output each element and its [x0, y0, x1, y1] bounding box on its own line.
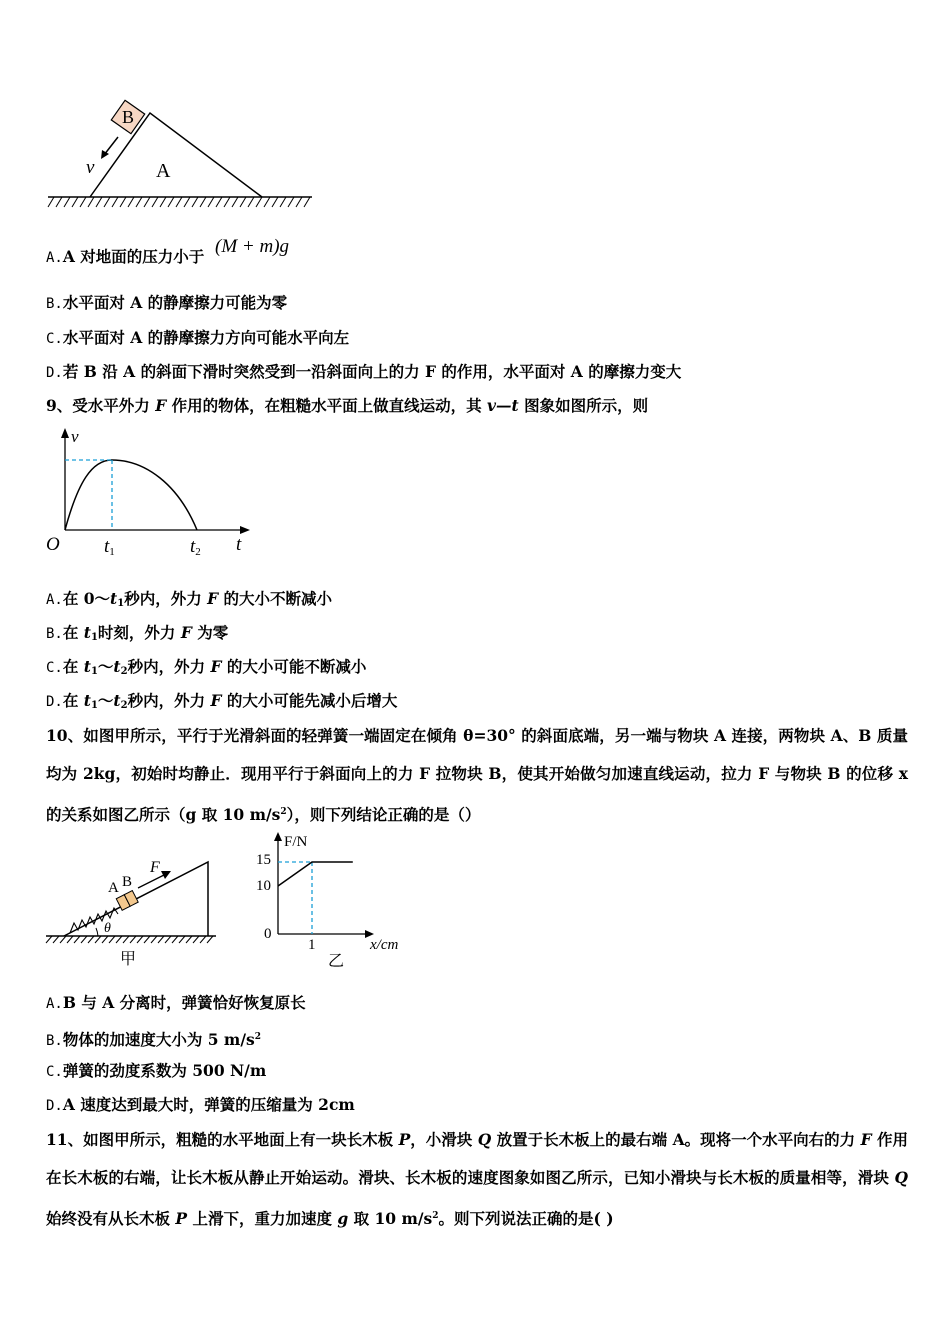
incline-figure [40, 95, 320, 220]
q8-option-c: C.水平面对 A 的静摩擦力方向可能水平向左 [46, 328, 350, 347]
velocity-arrow [104, 137, 118, 155]
block-a-label: A [156, 160, 171, 182]
q10-fig-yi [250, 826, 420, 971]
block-b-label: B [122, 107, 135, 127]
fx-tick-0: 0 [264, 926, 272, 942]
q9-option-c: C.在 $t_1\sim t_2$秒内，外力 F 的大小可能不断减小 [46, 657, 367, 677]
velocity-label: v [86, 157, 95, 178]
q10-stem: 10、如图甲所示，平行于光滑斜面的轻弹簧一端固定在倾角 θ=30° 的斜面底端，另一端与物块 A 连接，两物块 A、B 质量均为 2kg，初始时均静止．现用平行于斜面向上的力 F 拉物块 B，使其开始做匀加速直线运动，拉力 F 与物块 B 的位移 x 的关系如图乙所示（g 取 10 $m/s^2$），则下列结论正确的是（） [46, 726, 908, 824]
vt-x-label: t [236, 534, 242, 555]
fx-tick-15: 15 [256, 852, 271, 868]
jia-caption: 甲 [120, 951, 137, 968]
q8-option-a-formula: (M + m)g [215, 236, 290, 257]
fx-tick-10: 10 [256, 878, 271, 894]
wedge-a [90, 113, 262, 197]
q9-stem: 9、受水平外力 F 作用的物体，在粗糙水平面上做直线运动，其 v—t 图象如图所示，则 [46, 396, 649, 415]
vt-origin: O [46, 534, 60, 555]
q8-option-a: A.A 对地面的压力小于 [46, 247, 205, 266]
q8-option-b: B.水平面对 A 的静摩擦力可能为零 [46, 293, 288, 312]
q10-option-a: A.B 与 A 分离时，弹簧恰好恢复原长 [46, 993, 306, 1012]
q9-option-a: A.在 $0\sim t_1$秒内，外力 F 的大小不断减小 [46, 589, 333, 609]
q10-option-c: C.弹簧的劲度系数为 500 N/m [46, 1061, 267, 1080]
q10-fig-jia [40, 850, 230, 975]
fx-tick-1: 1 [308, 937, 316, 953]
fx-y-label: F/N [284, 834, 308, 850]
q11-stem: 11、如图甲所示，粗糙的水平地面上有一块长木板 P，小滑块 Q 放置于长木板上的最右端 A。现将一个水平向右的力 F 作用在长木板的右端，让长木板从静止开始运动。滑块、长木板的速度图象如图乙所示，已知小滑块与长木板的质量相等，滑块 Q 始终没有从长木板 P 上滑下，重力加速度 g 取 10 $m/s^2$。则下列说法正确的是( ) [46, 1130, 908, 1228]
vt-graph [40, 422, 260, 562]
vt-curve [65, 460, 197, 530]
q10-option-b: B.物体的加速度大小为 5 $m/s^2$ [46, 1030, 261, 1049]
angle-label: θ [104, 921, 111, 936]
yi-caption: 乙 [328, 953, 345, 970]
vt-t2: t2 [190, 536, 201, 558]
q8-option-d: D.若 B 沿 A 的斜面下滑时突然受到一沿斜面向上的力 F 的作用，水平面对 A 的摩擦力变大 [46, 362, 682, 381]
jia-label-a: A [108, 880, 119, 896]
force-label: F [150, 859, 160, 876]
fx-x-label: x/cm [370, 937, 399, 953]
jia-label-b: B [122, 874, 133, 890]
q9-option-b: B.在 $t_1$时刻，外力 F 为零 [46, 623, 229, 643]
q10-option-d: D.A 速度达到最大时，弹簧的压缩量为 2cm [46, 1095, 355, 1114]
fx-series-line [278, 862, 353, 886]
q9-option-d: D.在 $t_1\sim t_2$秒内，外力 F 的大小可能先减小后增大 [46, 691, 398, 711]
vt-t1: t1 [104, 536, 115, 558]
vt-y-label: v [71, 427, 79, 446]
